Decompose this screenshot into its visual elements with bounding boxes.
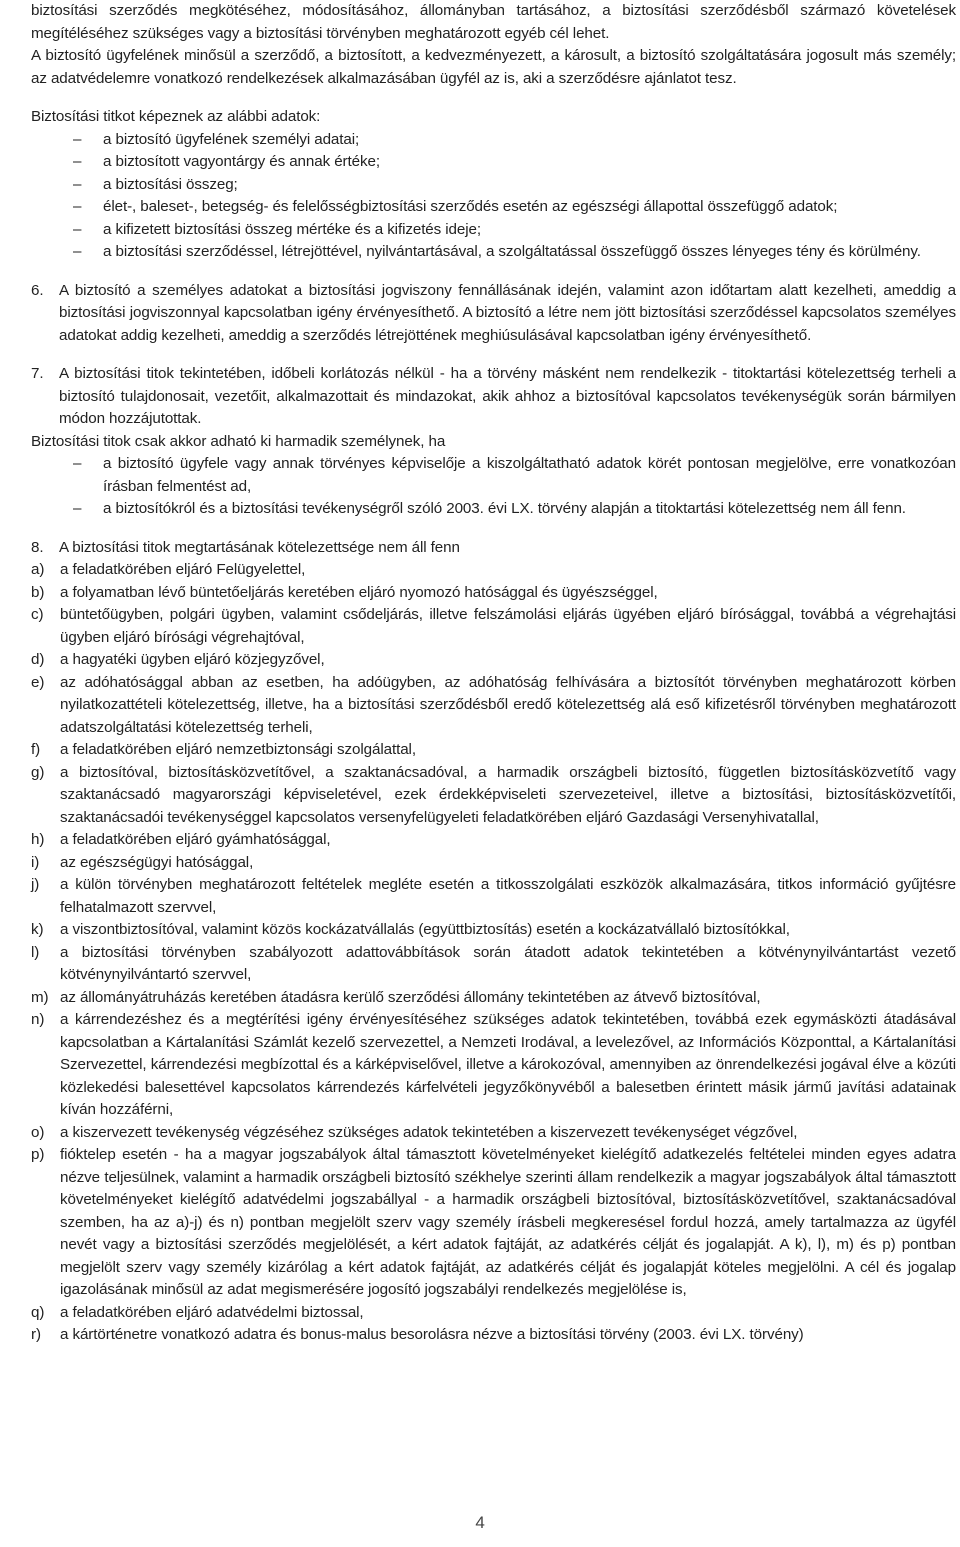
- section-6-number: 6.: [31, 281, 44, 299]
- list-item: g) a biztosítóval, biztosításközvetítővel, a szaktanácsadóval, a harmadik országbeli biztosító, független biztosításközvetítő vagy szaktanácsadó magyarországi képviseletével, ezek érdekképviseleti szervezeteivel, illetve a biztosítási, biztosításközvetítői, szaktanácsadói tevékenységgel kapcsolatos versenyfelügyeleti feladatkörében eljáró Gazdasági Versenyhivatallal,: [31, 763, 956, 826]
- list-item: l) a biztosítási törvényben szabályozott adattovábbítások során átadott adatok tekintetében a kötvénynyilvántartást vezető kötvénynyilvántartó szervvel,: [31, 943, 956, 983]
- section-7-item: – a biztosítókról és a biztosítási tevékenységről szóló 2003. évi LX. törvény alapján a titoktartási kötelezettség nem áll fenn.: [73, 500, 906, 517]
- list-item: p) fióktelep esetén - ha a magyar jogszabályok által támasztott követelményeket kielégítő adatkezelés feltételei minden egyes adatra nézve teljesülnek, valamint a harmadik országbeli biztosító székhelye szerinti állam rendelkezik a magyar jogszabályok által támasztott követelményeket kielégítő adatvédelmi jogszabállyal - a harmadik országbeli biztosítóval, biztosításközvetítővel, szaktanácsadóval szemben, ha az a)-j) és n) pontban megjelölt szerv vagy személy írásbeli megkeresésel fordul hozzá, amely tartalmazza az ügyfél nevét vagy a biztosítási szerződés megjelölését, a kért adatok fajtáját, az adatkérés célját és jogalapját. A k), l), m) és p) pontban megjelölt szerv vagy személy kizárólag a kért adatok fajtáját, az adatkérés célját és jogalapját köteles megjelölni. A cél és jogalap igazolásának minősül az adat megismerésére jogosító jogszabályi rendelkezés megjelölése is,: [31, 1146, 956, 1298]
- secrets-item: – a biztosítási szerződéssel, létrejöttével, nyilvántartásával, a szolgáltatással összefüggő összes lényeges tény és körülmény.: [73, 243, 921, 260]
- secrets-heading: Biztosítási titkot képeznek az alábbi adatok:: [31, 108, 321, 125]
- section-7-item: – a biztosító ügyfele vagy annak törvényes képviselője a kiszolgáltatható adatok körét pontosan megjelölve, erre vonatkozóan írásban felmentést ad,: [73, 455, 956, 495]
- list-item: j) a külön törvényben meghatározott feltételek megléte esetén a titkosszolgálati eszközök alkalmazására, titkos információ gyűjtésre felhatalmazott szervvel,: [31, 876, 956, 916]
- secrets-item: – a biztosító ügyfelének személyi adatai;: [73, 130, 360, 148]
- list-item: h) a feladatkörében eljáró gyámhatósággal,: [31, 831, 331, 848]
- spacer: [31, 90, 956, 106]
- list-item: r) a kártörténetre vonatkozó adatra és bonus-malus besorolásra nézve a biztosítási törvény (2003. évi LX. törvény): [31, 1326, 804, 1343]
- section-7-text: A biztosítási titok tekintetében, időbeli korlátozás nélkül - ha a törvény másként nem rendelkezik - titoktartási kötelezettség terheli a biztosító tulajdonosait, vezetőit, alkalmazottait és mindazokat, akik ahhoz a biztosítóval kapcsolatos tevékenységük során bármilyen módon hozzájutottak.: [59, 365, 956, 427]
- secrets-item: – a biztosítási összeg;: [73, 175, 238, 193]
- list-item: n) a kárrendezéshez és a megtérítési igény érvényesítéséhez szükséges adatok tekintetében, továbbá ezek egymásközti átadásával kapcsolatban a Kártalanítási Számlát kezelő szervezettel, a Nemzeti Irodával, a levelezővel, az Információs Központtal, a Kártalanítási Szervezettel, kárrendezési megbízottal és a kárképviselővel, illetve a károkozóval, amennyiben az önrendelkezési jogával élve a közúti közlekedési balesettével kapcsolatos kárrendezés kárfelvételi jegyzőkönyvéből a balesetben érintett másik jármű javítási adatainak kíván hozzáférni,: [31, 1011, 956, 1118]
- section-7-subheading: Biztosítási titok csak akkor adható ki harmadik személynek, ha: [31, 432, 446, 450]
- secrets-item: – élet-, baleset-, betegség- és felelősségbiztosítási szerződés esetén az egészségi állapottal összefüggő adatok;: [73, 198, 838, 215]
- spacer: [31, 264, 956, 280]
- list-item: k) a viszontbiztosítóval, valamint közös kockázatvállalás (együttbiztosítás) esetén a kockázatvállaló biztosítókkal,: [31, 921, 790, 938]
- list-item: m) az állományátruházás keretében átadásra kerülő szerződési állomány tekintetében az átvevő biztosítóval,: [31, 988, 761, 1006]
- list-item: f) a feladatkörében eljáró nemzetbiztonsági szolgálattal,: [31, 741, 416, 758]
- list-item: q) a feladatkörében eljáró adatvédelmi biztossal,: [31, 1303, 364, 1321]
- intro-paragraph-1: biztosítási szerződés megkötéséhez, módosításához, állományban tartásához, a biztosítási szerződésből származó követelések megítéléséhez szükséges vagy a biztosítási törvényben meghatározott egyéb cél lehet.: [31, 2, 956, 42]
- list-item: b) a folyamatban lévő büntetőeljárás keretében eljáró nyomozó hatósággal és ügyészséggel,: [31, 583, 658, 601]
- section-7-number: 7.: [31, 365, 44, 382]
- secrets-item: – a biztosított vagyontárgy és annak értéke;: [73, 153, 380, 170]
- list-item: o) a kiszervezett tevékenység végzéséhez szükséges adatok tekintetében a kiszervezett tevékenységet végzővel,: [31, 1123, 798, 1141]
- section-8: [31, 537, 956, 560]
- section-7: [31, 363, 956, 431]
- page-number: 4: [475, 1513, 485, 1532]
- secrets-item: – a kifizetett biztosítási összeg mértéke és a kifizetés ideje;: [73, 220, 481, 238]
- intro-paragraph-2: A biztosító ügyfelének minősül a szerződő, a biztosított, a kedvezményezett, a károsult, a biztosító szolgáltatására jogosult más személy; az adatvédelemre vonatkozó rendelkezések alkalmazásában ügyfél az is, aki a szerződésre ajánlatot tesz.: [31, 47, 956, 87]
- list-item: e) az adóhatósággal abban az esetben, ha adóügyben, az adóhatóság felhívására a biztosítót törvényben meghatározott körben nyilatkozattételi kötelezettség, illetve, ha a biztosítási szerződésből eredő kötelezettség alá eső kifizetésről törvényben meghatározott adatszolgáltatási kötelezettség terheli,: [31, 673, 956, 736]
- section-8-heading: A biztosítási titok megtartásának kötelezettsége nem áll fenn: [59, 538, 460, 556]
- spacer: [31, 347, 956, 363]
- list-item: d) a hagyatéki ügyben eljáró közjegyzővel,: [31, 651, 325, 668]
- spacer: [31, 521, 956, 537]
- list-item: c) büntetőügyben, polgári ügyben, valamint csődeljárás, illetve felszámolási eljárás ügyében eljáró bírósággal, továbbá a végrehajtási ügyben eljáró bírósági végrehajtóval,: [31, 606, 956, 646]
- list-item: i) az egészségügyi hatósággal,: [31, 853, 254, 871]
- section-6: [31, 280, 956, 348]
- section-8-number: 8.: [31, 538, 44, 556]
- list-item: a) a feladatkörében eljáró Felügyelettel,: [31, 561, 306, 578]
- section-6-text: A biztosító a személyes adatokat a biztosítási jogviszony fennállásának idején, valamint azon időtartam alatt kezelheti, ameddig a biztosítási jogviszonnyal kapcsolatban igény érvényesíthető. A biztosító a létre nem jött biztosítási szerződéssel kapcsolatos személyes adatokat addig kezelheti, ameddig a szerződés létrejöttének meghiúsulásával kapcsolatban igény érvényesíthető.: [59, 281, 956, 344]
